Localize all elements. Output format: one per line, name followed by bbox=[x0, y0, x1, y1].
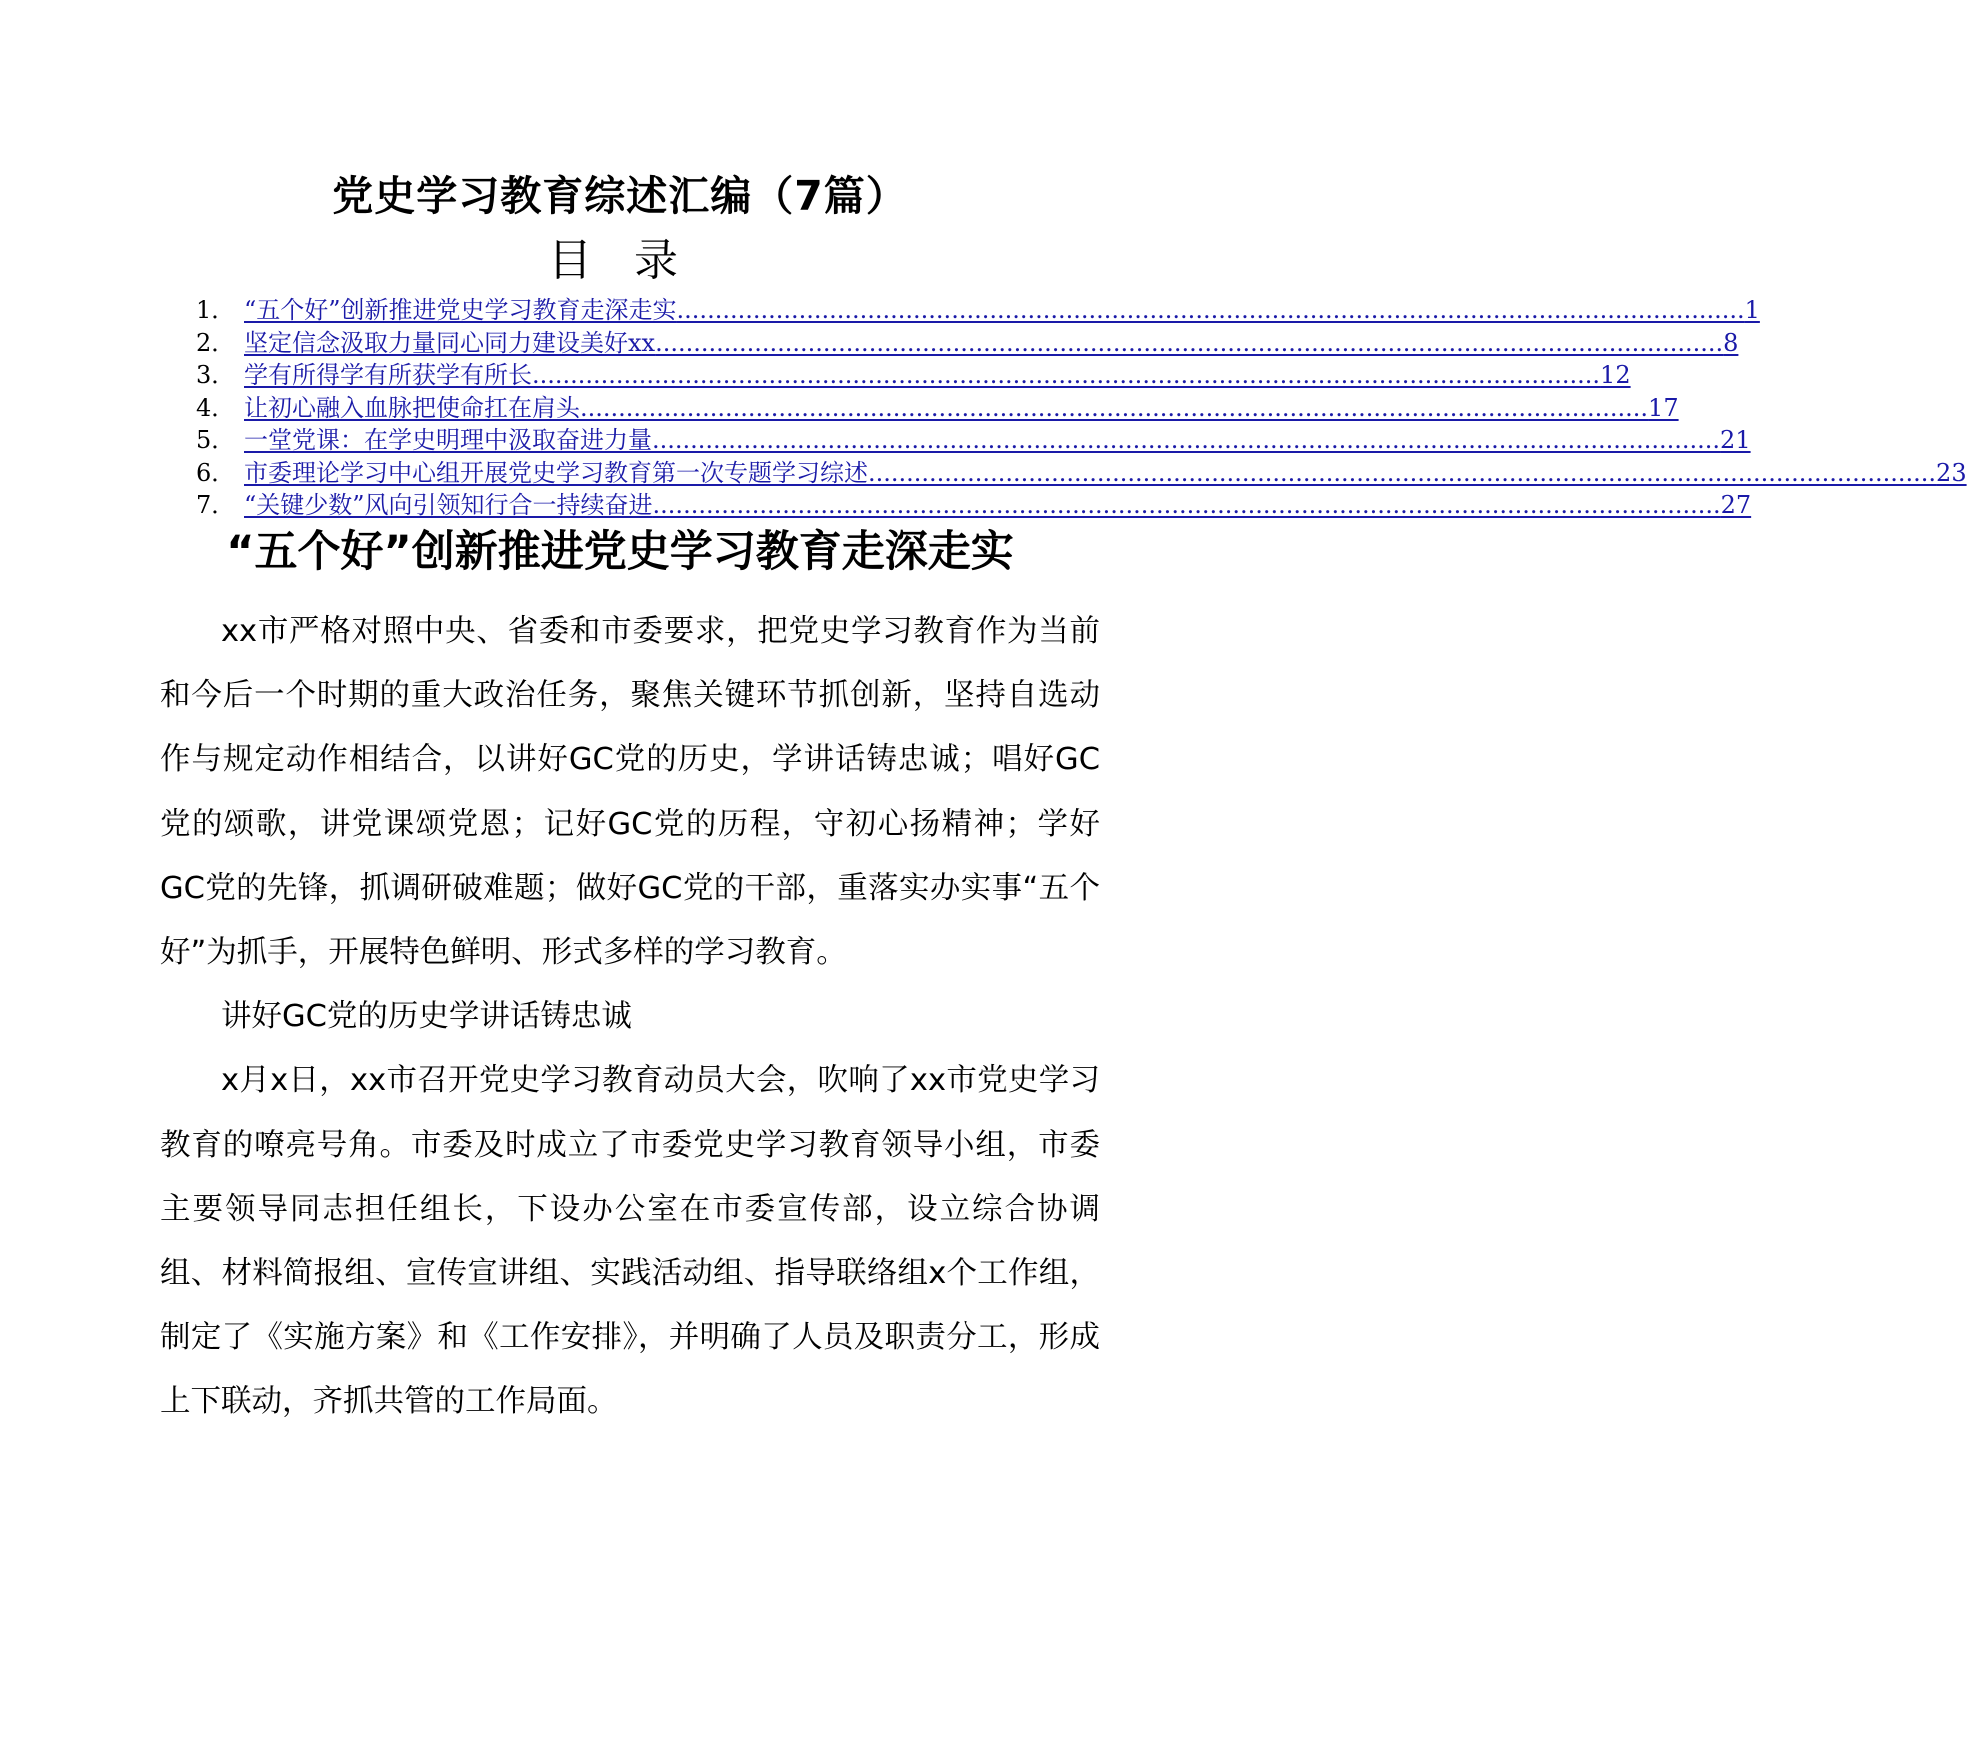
article-title: “五个好”创新推进党史学习教育走深走实 bbox=[226, 527, 1014, 577]
toc-heading: 目 录 bbox=[548, 235, 692, 286]
toc-entry-title: “关键少数”风向引领知行合一持续奋进 bbox=[244, 491, 653, 519]
toc-page-number: 1 bbox=[1744, 296, 1760, 324]
toc-entry-number: 4． bbox=[196, 393, 236, 422]
toc-page-number: 8 bbox=[1723, 328, 1739, 357]
toc-link-4[interactable] bbox=[244, 388, 1679, 423]
toc-link-6[interactable] bbox=[244, 453, 1967, 488]
toc-page-number: 27 bbox=[1720, 491, 1752, 519]
toc-page-number: 21 bbox=[1720, 426, 1751, 454]
document-title: 党史学习教育综述汇编（7篇） bbox=[332, 172, 908, 220]
section-heading: 讲好GC党的历史学讲话铸忠诚 bbox=[221, 999, 632, 1035]
paragraph: xx市严格对照中央、省委和市委要求，把党史学习教育作为当前和今后一个时期的重大政治任务，聚焦关键环节抓创新，坚持自选动作与规定动作相结合，以讲好GC党的历史，学讲话铸忠诚；唱好GC党的颂歌，讲党课颂党恩；记好GC党的历程，守初心扬精神；学好GC党的先锋，抓调研破难题；做好GC党的干部，重落实办实事“五个好”为抓手，开展特色鲜明、形式多样的学习教育。 bbox=[160, 614, 1100, 971]
toc-entry-6 bbox=[196, 453, 1967, 487]
toc-entry-title: 学有所得学有所获学有所长 bbox=[244, 361, 532, 389]
toc-entry-number: 7． bbox=[196, 491, 236, 519]
toc-leader-dots: ............................................................................................................................................ bbox=[676, 296, 1745, 324]
article-body bbox=[160, 600, 1100, 1435]
toc-entry-number: 3． bbox=[196, 361, 236, 389]
table-of-contents bbox=[196, 290, 1967, 519]
toc-leader-dots: ............................................................................................................................................ bbox=[580, 393, 1649, 422]
toc-link-5[interactable] bbox=[244, 420, 1751, 455]
toc-entry-3 bbox=[196, 355, 1631, 389]
toc-link-7[interactable] bbox=[244, 485, 1751, 520]
paragraph: x月x日，xx市召开党史学习教育动员大会，吹响了xx市党史学习教育的嘹亮号角。市委及时成立了市委党史学习教育领导小组，市委主要领导同志担任组长，下设办公室在市委宣传部，设立综合协调组、材料简报组、宣传宣讲组、实践活动组、指导联络组x个工作组，制定了《实施方案》和《工作安排》，并明确了人员及职责分工，形成上下联动，齐抓共管的工作局面。 bbox=[160, 1063, 1100, 1420]
toc-entry-number: 5． bbox=[196, 426, 236, 454]
toc-leader-dots: ............................................................................................................................................ bbox=[532, 361, 1601, 389]
toc-page-number: 12 bbox=[1600, 361, 1631, 389]
toc-entry-1 bbox=[196, 290, 1760, 324]
toc-entry-title: 一堂党课：在学史明理中汲取奋进力量 bbox=[244, 426, 652, 454]
toc-page-number: 17 bbox=[1648, 393, 1679, 422]
toc-leader-dots: ............................................................................................................................................ bbox=[652, 426, 1721, 454]
toc-link-1[interactable] bbox=[244, 290, 1760, 325]
toc-entry-title: 市委理论学习中心组开展党史学习教育第一次专题学习综述 bbox=[244, 458, 868, 487]
toc-entry-5 bbox=[196, 420, 1751, 454]
toc-leader-dots: ............................................................................................................................................ bbox=[652, 491, 1721, 519]
toc-entry-number: 6． bbox=[196, 458, 236, 487]
toc-link-2[interactable] bbox=[244, 323, 1738, 358]
toc-link-3[interactable] bbox=[244, 355, 1631, 390]
toc-entry-title: 坚定信念汲取力量同心同力建设美好xx bbox=[244, 328, 656, 357]
toc-entry-4 bbox=[196, 388, 1679, 422]
toc-entry-title: 让初心融入血脉把使命扛在肩头 bbox=[244, 393, 580, 422]
toc-entry-number: 2． bbox=[196, 328, 236, 357]
toc-entry-2 bbox=[196, 323, 1739, 357]
toc-leader-dots: ............................................................................................................................................ bbox=[868, 458, 1937, 487]
toc-entry-number: 1． bbox=[196, 296, 236, 324]
toc-page-number: 23 bbox=[1936, 458, 1967, 487]
toc-entry-title: “五个好”创新推进党史学习教育走深走实 bbox=[244, 296, 677, 324]
toc-entry-7 bbox=[196, 485, 1752, 519]
toc-leader-dots: ............................................................................................................................................ bbox=[655, 328, 1724, 357]
